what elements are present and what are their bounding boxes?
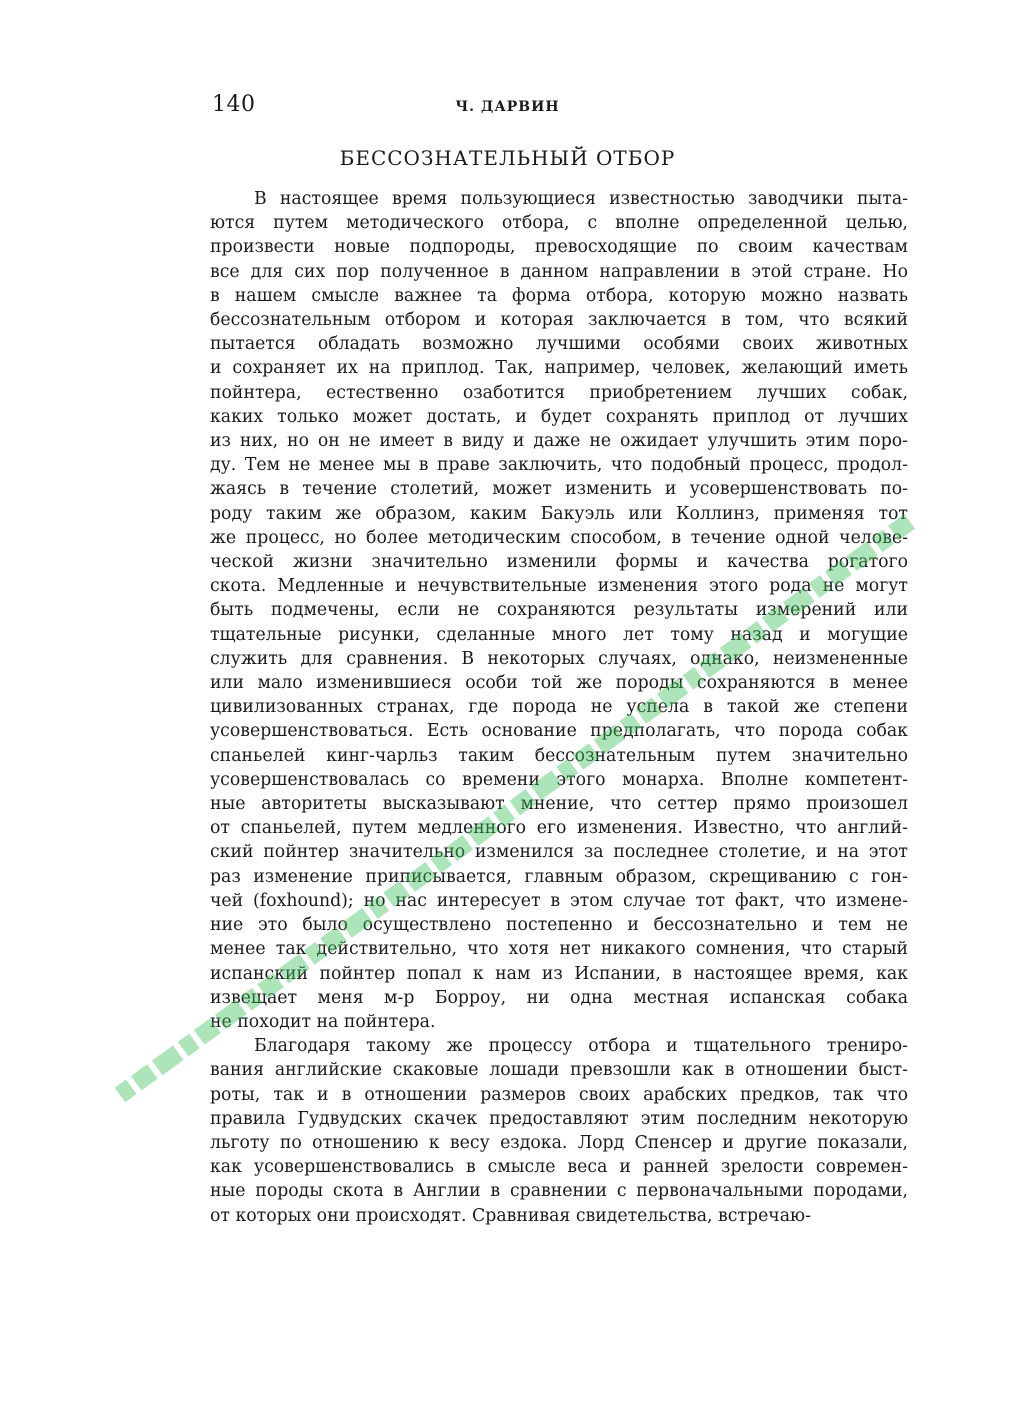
text-line: извещает меня м-р Борроу, ни одна местная испанская собака (210, 987, 908, 1008)
text-line: испанский пойнтер попал к нам из Испании, в настоящее время, как (210, 963, 908, 984)
text-line: же процесс, но более методическим способом, в течение одной челове- (210, 527, 908, 548)
text-line: пойнтера, естественно озаботится приобретением лучших собак, (210, 382, 908, 403)
text-line: роду таким же образом, каким Бакуэль или Коллинз, применяя тот (210, 503, 908, 524)
text-line: произвести новые подпороды, превосходящие по своим качествам (210, 237, 908, 258)
watermark-block (178, 1034, 200, 1057)
watermark-block (131, 1064, 158, 1090)
text-line: роты, так и в отношении размеров своих арабских предков, так что (210, 1084, 908, 1105)
text-line: все для сих пор полученное в данном направлении в этой стране. Но (210, 261, 908, 282)
text-line: В настоящее время пользующиеся известностью заводчики пыта- (254, 189, 908, 209)
body-text (210, 187, 908, 1228)
text-line: от которых они происходят. Сравнивая свидетельства, встречаю- (210, 1205, 811, 1226)
text-line: быть подмечены, если не сохраняются результаты измерений или (210, 600, 908, 621)
text-line: скота. Медленные и нечувствительные изменения этого рода не могут (210, 576, 908, 597)
watermark-block (152, 1045, 184, 1075)
text-line: не походит на пойнтера. (210, 1011, 436, 1032)
text-line: ные авторитеты высказывают мнение, что сеттер прямо произошел (210, 794, 908, 815)
running-head: Ч. ДАРВИН (455, 99, 560, 115)
text-line: раз изменение приписывается, главным образом, скрещиванию с гон- (210, 866, 908, 887)
text-line: Благодаря такому же процессу отбора и тщательного трениро- (254, 1036, 908, 1057)
text-line: тщательные рисунки, сделанные много лет тому назад и могущие (210, 624, 908, 645)
text-line: вания английские скаковые лошади превзошли как в отношении быст- (210, 1060, 908, 1081)
text-line: каких только может достать, и будет сохранять приплод от лучших (210, 406, 908, 427)
text-line: и сохраняет их на приплод. Так, например, человек, желающий иметь (210, 358, 908, 379)
text-line: льготу по отношению к весу ездока. Лорд Спенсер и другие показали, (210, 1132, 908, 1153)
text-line: из них, но он не имеет в виду и даже не ожидает улучшить этим поро- (210, 431, 908, 452)
text-line: бессознательным отбором и которая заключается в том, что всякий (210, 310, 908, 331)
text-line: ский пойнтер значительно изменился за последнее столетие, и на этот (210, 842, 908, 863)
text-line: ные породы скота в Англии в сравнении с первоначальными породами, (210, 1181, 908, 1202)
text-line: жаясь в течение столетий, может изменить и усовершенствовать по- (210, 479, 908, 500)
text-line: от спаньелей, путем медленного его изменения. Известно, что англий- (210, 818, 908, 839)
text-line: усовершенствовалась со времени этого монарха. Вполне компетент- (210, 769, 908, 790)
text-line: правила Гудвудских скачек предоставляют этим последним некоторую (210, 1108, 908, 1129)
text-line: усовершенствоваться. Есть основание предполагать, что порода собак (210, 721, 908, 742)
text-line: или мало изменившиеся особи той же породы сохраняются в менее (210, 673, 908, 694)
text-line: чей (foxhound); но нас интересует в этом случае тот факт, что измене- (210, 890, 908, 911)
watermark-block (115, 1079, 137, 1102)
text-line: цивилизованных странах, где порода не успела в такой же степени (210, 697, 908, 718)
paragraph (210, 1034, 908, 1228)
paragraph (210, 187, 908, 1034)
text-line: ние это было осуществлено постепенно и бессознательно и тем не (210, 915, 908, 936)
text-line: пытается обладать возможно лучшими особями своих животных (210, 334, 908, 355)
text-line: менее так действительно, что хотя нет никакого сомнения, что старый (210, 939, 908, 960)
text-line: спаньелей кинг-чарльз таким бессознательным путем значительно (210, 745, 908, 766)
text-line: служить для сравнения. В некоторых случаях, однако, неизмененные (210, 648, 908, 669)
text-line: ются путем методического отбора, с вполне определенной целью, (210, 213, 908, 234)
text-line: ду. Тем не менее мы в праве заключить, что подобный процесс, продол- (210, 455, 908, 476)
text-line: как усовершенствовались в смысле веса и ранней зрелости современ- (210, 1157, 908, 1178)
text-line: ческой жизни значительно изменили формы и качества рогатого (210, 552, 908, 573)
page-number: 140 (212, 92, 256, 117)
section-title: БЕССОЗНАТЕЛЬНЫЙ ОТБОР (339, 146, 676, 170)
text-line: в нашем смысле важнее та форма отбора, которую можно назвать (210, 285, 908, 306)
